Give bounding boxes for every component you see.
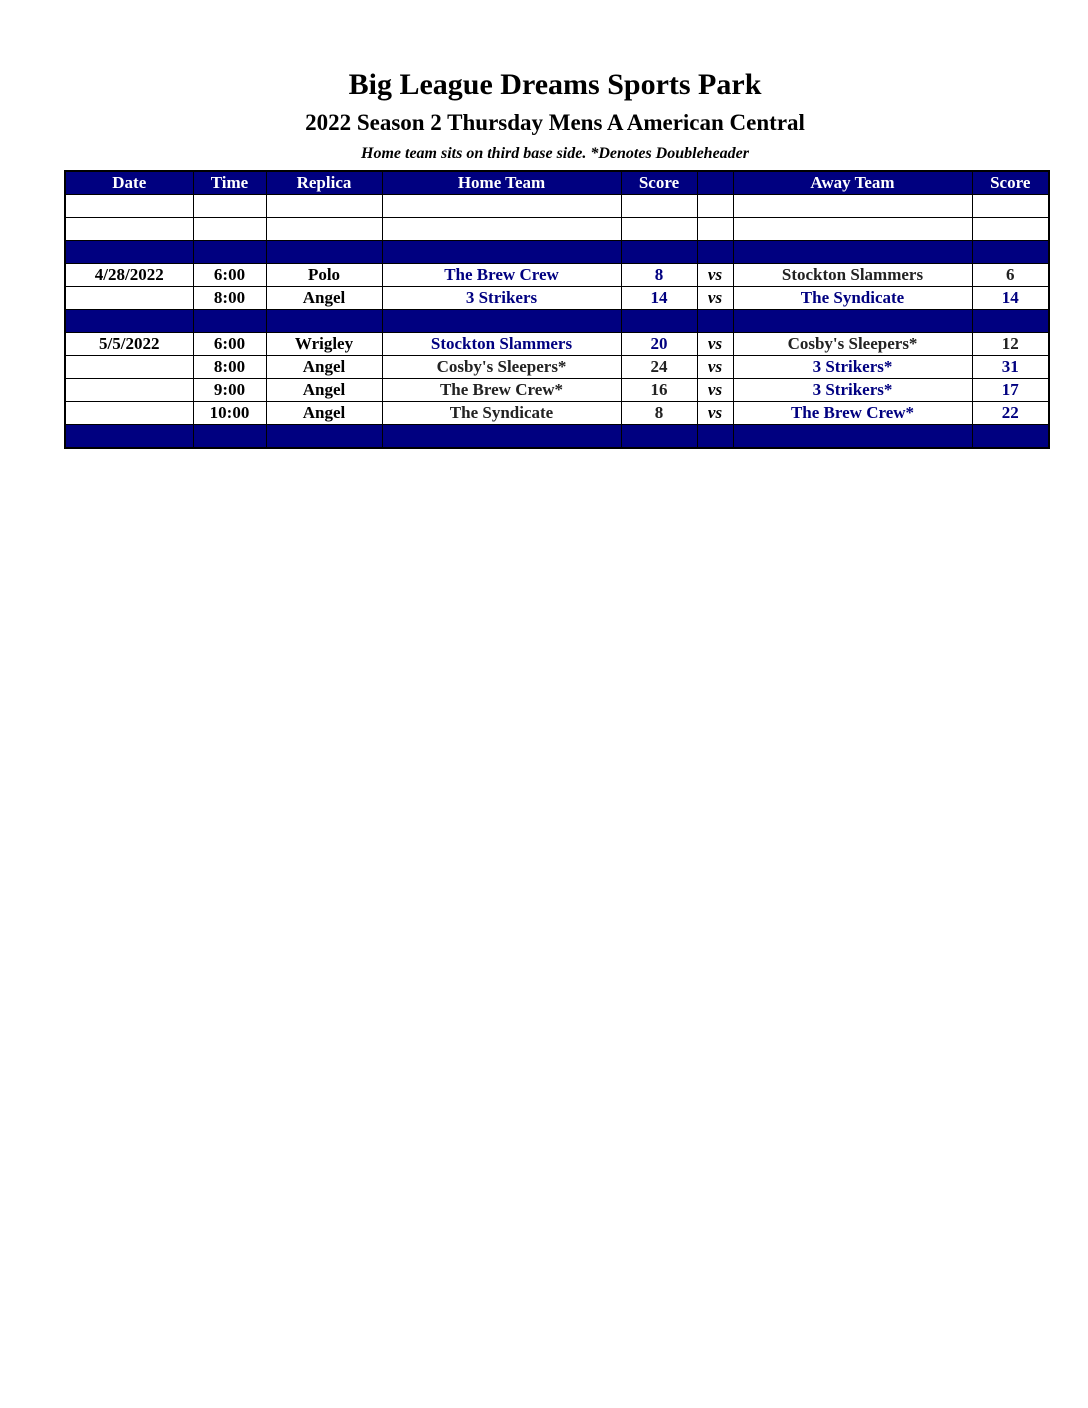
- empty-cell: [621, 218, 697, 241]
- vs-cell: vs: [697, 402, 733, 425]
- away-team-cell: Cosby's Sleepers*: [733, 333, 972, 356]
- away-team-cell: 3 Strikers*: [733, 379, 972, 402]
- empty-cell: [193, 310, 266, 333]
- replica-cell: Polo: [266, 264, 382, 287]
- empty-cell: [733, 218, 972, 241]
- replica-cell: Wrigley: [266, 333, 382, 356]
- away-score-cell: 14: [972, 287, 1049, 310]
- divider-row: [65, 425, 1049, 449]
- home-score-cell: 8: [621, 402, 697, 425]
- home-team-cell: The Brew Crew*: [382, 379, 621, 402]
- table-row: [65, 333, 1049, 356]
- time-cell: 8:00: [193, 356, 266, 379]
- date-cell: [65, 379, 193, 402]
- blank-row: [65, 218, 1049, 241]
- home-score-cell: 14: [621, 287, 697, 310]
- empty-cell: [193, 195, 266, 218]
- empty-cell: [266, 425, 382, 449]
- vs-cell: vs: [697, 287, 733, 310]
- date-cell: [65, 356, 193, 379]
- empty-cell: [193, 218, 266, 241]
- empty-cell: [266, 310, 382, 333]
- empty-cell: [621, 195, 697, 218]
- table-row: [65, 264, 1049, 287]
- home-team-cell: Cosby's Sleepers*: [382, 356, 621, 379]
- col-header-away-team: Away Team: [733, 171, 972, 195]
- date-cell: 5/5/2022: [65, 333, 193, 356]
- empty-cell: [382, 218, 621, 241]
- col-header-home-score: Score: [621, 171, 697, 195]
- empty-cell: [972, 195, 1049, 218]
- away-team-cell: The Syndicate: [733, 287, 972, 310]
- empty-cell: [972, 218, 1049, 241]
- col-header-home-team: Home Team: [382, 171, 621, 195]
- empty-cell: [733, 241, 972, 264]
- empty-cell: [382, 241, 621, 264]
- col-header-away-score: Score: [972, 171, 1049, 195]
- away-team-cell: The Brew Crew*: [733, 402, 972, 425]
- date-cell: 4/28/2022: [65, 264, 193, 287]
- empty-cell: [382, 195, 621, 218]
- empty-cell: [733, 425, 972, 449]
- empty-cell: [621, 310, 697, 333]
- away-team-cell: 3 Strikers*: [733, 356, 972, 379]
- page-note: Home team sits on third base side. *Denotes Doubleheader: [361, 145, 749, 162]
- date-cell: [65, 402, 193, 425]
- empty-cell: [382, 310, 621, 333]
- time-cell: 6:00: [193, 264, 266, 287]
- empty-cell: [65, 241, 193, 264]
- replica-cell: Angel: [266, 402, 382, 425]
- time-cell: 10:00: [193, 402, 266, 425]
- empty-cell: [266, 218, 382, 241]
- empty-cell: [65, 195, 193, 218]
- empty-cell: [697, 310, 733, 333]
- table-row: [65, 356, 1049, 379]
- time-cell: 9:00: [193, 379, 266, 402]
- empty-cell: [972, 425, 1049, 449]
- col-header-time: Time: [193, 171, 266, 195]
- empty-cell: [193, 241, 266, 264]
- replica-cell: Angel: [266, 287, 382, 310]
- empty-cell: [697, 425, 733, 449]
- schedule-table: [64, 170, 1050, 449]
- empty-cell: [697, 218, 733, 241]
- home-score-cell: 20: [621, 333, 697, 356]
- away-score-cell: 17: [972, 379, 1049, 402]
- home-score-cell: 16: [621, 379, 697, 402]
- vs-cell: vs: [697, 356, 733, 379]
- empty-cell: [621, 425, 697, 449]
- away-score-cell: 31: [972, 356, 1049, 379]
- home-team-cell: The Brew Crew: [382, 264, 621, 287]
- empty-cell: [382, 425, 621, 449]
- schedule-body: [65, 195, 1049, 449]
- blank-row: [65, 195, 1049, 218]
- vs-cell: vs: [697, 333, 733, 356]
- col-header-replica: Replica: [266, 171, 382, 195]
- home-score-cell: 8: [621, 264, 697, 287]
- empty-cell: [65, 425, 193, 449]
- page-subtitle: 2022 Season 2 Thursday Mens A American Central: [305, 110, 805, 135]
- table-row: [65, 402, 1049, 425]
- away-score-cell: 22: [972, 402, 1049, 425]
- col-header-date: Date: [65, 171, 193, 195]
- time-cell: 8:00: [193, 287, 266, 310]
- divider-row: [65, 241, 1049, 264]
- empty-cell: [733, 310, 972, 333]
- replica-cell: Angel: [266, 356, 382, 379]
- empty-cell: [697, 195, 733, 218]
- home-team-cell: 3 Strikers: [382, 287, 621, 310]
- date-cell: [65, 287, 193, 310]
- empty-cell: [733, 195, 972, 218]
- home-team-cell: The Syndicate: [382, 402, 621, 425]
- vs-cell: vs: [697, 379, 733, 402]
- divider-row: [65, 310, 1049, 333]
- home-score-cell: 24: [621, 356, 697, 379]
- col-header-vs: [697, 171, 733, 195]
- empty-cell: [972, 241, 1049, 264]
- replica-cell: Angel: [266, 379, 382, 402]
- table-row: [65, 287, 1049, 310]
- time-cell: 6:00: [193, 333, 266, 356]
- empty-cell: [65, 218, 193, 241]
- away-team-cell: Stockton Slammers: [733, 264, 972, 287]
- empty-cell: [621, 241, 697, 264]
- vs-cell: vs: [697, 264, 733, 287]
- away-score-cell: 12: [972, 333, 1049, 356]
- empty-cell: [266, 241, 382, 264]
- table-row: [65, 379, 1049, 402]
- empty-cell: [65, 310, 193, 333]
- home-team-cell: Stockton Slammers: [382, 333, 621, 356]
- empty-cell: [697, 241, 733, 264]
- page-title: Big League Dreams Sports Park: [348, 68, 762, 101]
- table-header-row: [65, 171, 1049, 195]
- empty-cell: [193, 425, 266, 449]
- away-score-cell: 6: [972, 264, 1049, 287]
- empty-cell: [972, 310, 1049, 333]
- empty-cell: [266, 195, 382, 218]
